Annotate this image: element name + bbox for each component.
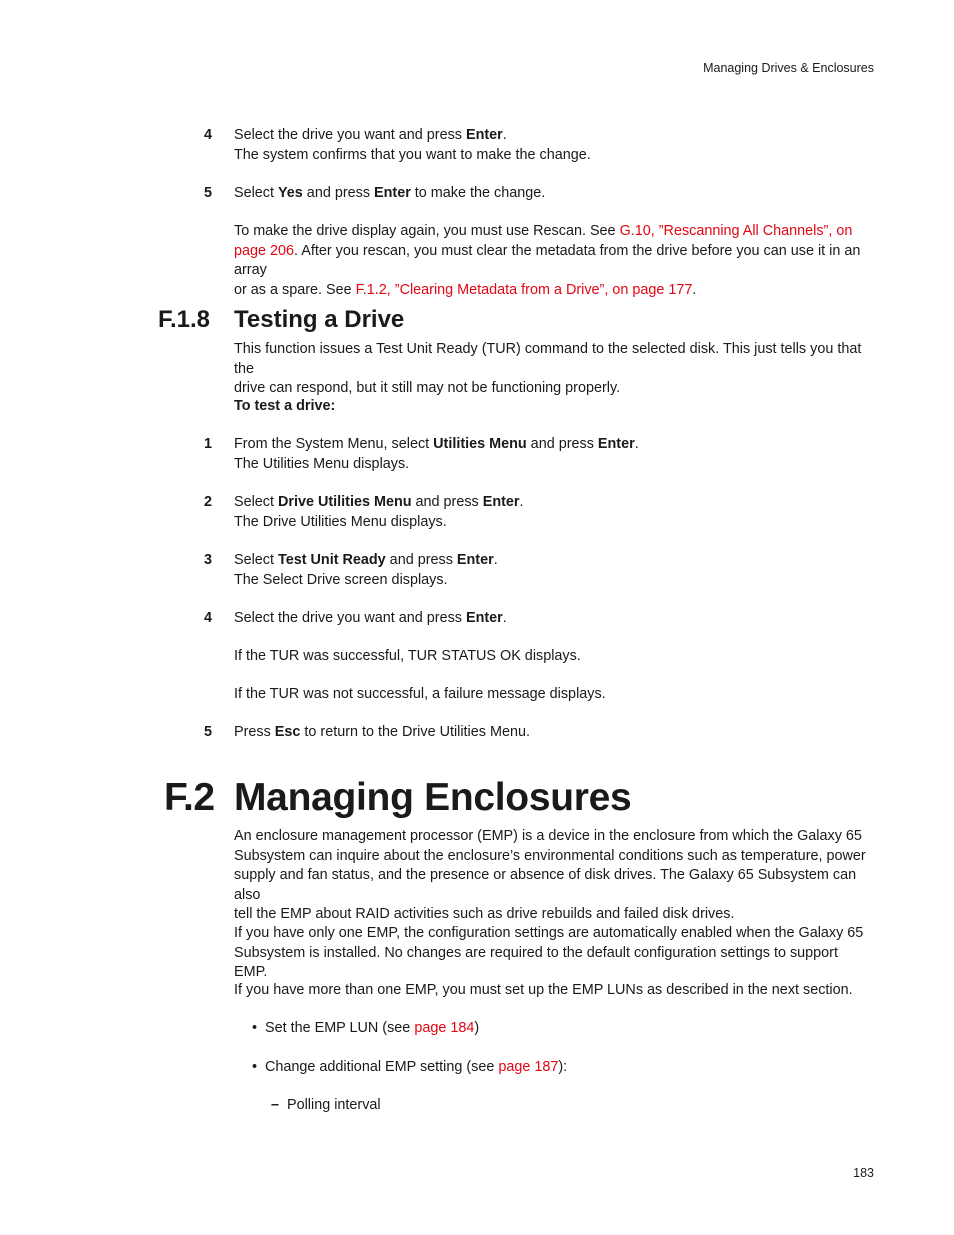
result-ok-text: If the TUR was successful, TUR STATUS OK displays. [234,648,581,664]
step-text: Select Yes and press Enter to make the change. [234,185,546,201]
xref-link-page-206[interactable]: page 206 [234,242,295,259]
chapter-section-number: F.2 [164,776,215,819]
step-number: 5 [204,185,213,201]
emp-intro-paragraph: An enclosure management processor (EMP) is a device in the enclosure from which the Galaxy 65 Subsystem can inquire about the enclosure’s environmental conditions such as temperature, power supply and fan status, and the presence or absence of disk drives. The Galaxy 65 Subsystem can also tell the EMP about RAID activities such as drive rebuilds and failed disk drives. [234,828,866,922]
section-title: Testing a Drive [234,306,405,333]
step-text: Select Test Unit Ready and press Enter. The Select Drive screen displays. [234,552,498,588]
rescan-note: To make the drive display again, you must use Rescan. See G.10, ”Rescanning All Channels”, on page 206. After you rescan, you must clear the metadata from the drive before you can use it in an array or as a spare. See F.1.2, ”Clearing Metadata from a Drive”, on page 177. [234,223,861,298]
section-number: F.1.8 [158,306,211,333]
step-text: Select the drive you want and press Enter. [234,610,507,626]
step-number: 4 [204,127,213,143]
step-number: 2 [204,494,213,510]
sub-bullet-marker: – [271,1097,280,1113]
result-fail-text: If the TUR was not successful, a failure message displays. [234,686,606,702]
bullet-item: Set the EMP LUN (see page 184) [265,1020,480,1036]
bullet-marker: • [252,1020,258,1036]
multiple-emp-paragraph: If you have more than one EMP, you must set up the EMP LUNs as described in the next section. [234,982,853,998]
step-number: 4 [204,610,213,626]
step-text: Press Esc to return to the Drive Utilities Menu. [234,724,530,740]
procedure-heading: To test a drive: [234,398,336,414]
chapter-section-title: Managing Enclosures [234,776,632,819]
step-number: 3 [204,552,213,568]
step-text: From the System Menu, select Utilities Menu and press Enter. The Utilities Menu displays. [234,436,639,472]
page-number: 183 [853,1166,874,1180]
step-number: 5 [204,724,213,740]
sub-bullet-item: Polling interval [287,1097,381,1113]
step-text: Select Drive Utilities Menu and press Enter. The Drive Utilities Menu displays. [234,494,524,530]
xref-link-clearing-metadata[interactable]: F.1.2, ”Clearing Metadata from a Drive”, on page 177 [355,281,693,298]
xref-link-page-187[interactable]: page 187 [498,1059,559,1075]
bullet-item: Change additional EMP setting (see page 187): [265,1059,568,1075]
xref-link-page-184[interactable]: page 184 [414,1020,475,1036]
xref-link-rescanning[interactable]: G.10, ”Rescanning All Channels”, on [619,223,853,239]
section-intro: This function issues a Test Unit Ready (TUR) command to the selected disk. This just tells you that the drive can respond, but it still may not be functioning properly. [234,341,862,396]
running-head: Managing Drives & Enclosures [703,61,874,75]
bullet-marker: • [252,1059,258,1075]
single-emp-paragraph: If you have only one EMP, the configuration settings are automatically enabled when the Galaxy 65 Subsystem is installed. No changes are required to the default configuration settings to support EMP. [234,925,864,980]
step-text: Select the drive you want and press Enter. The system confirms that you want to make the change. [234,127,591,163]
step-number: 1 [204,436,213,452]
